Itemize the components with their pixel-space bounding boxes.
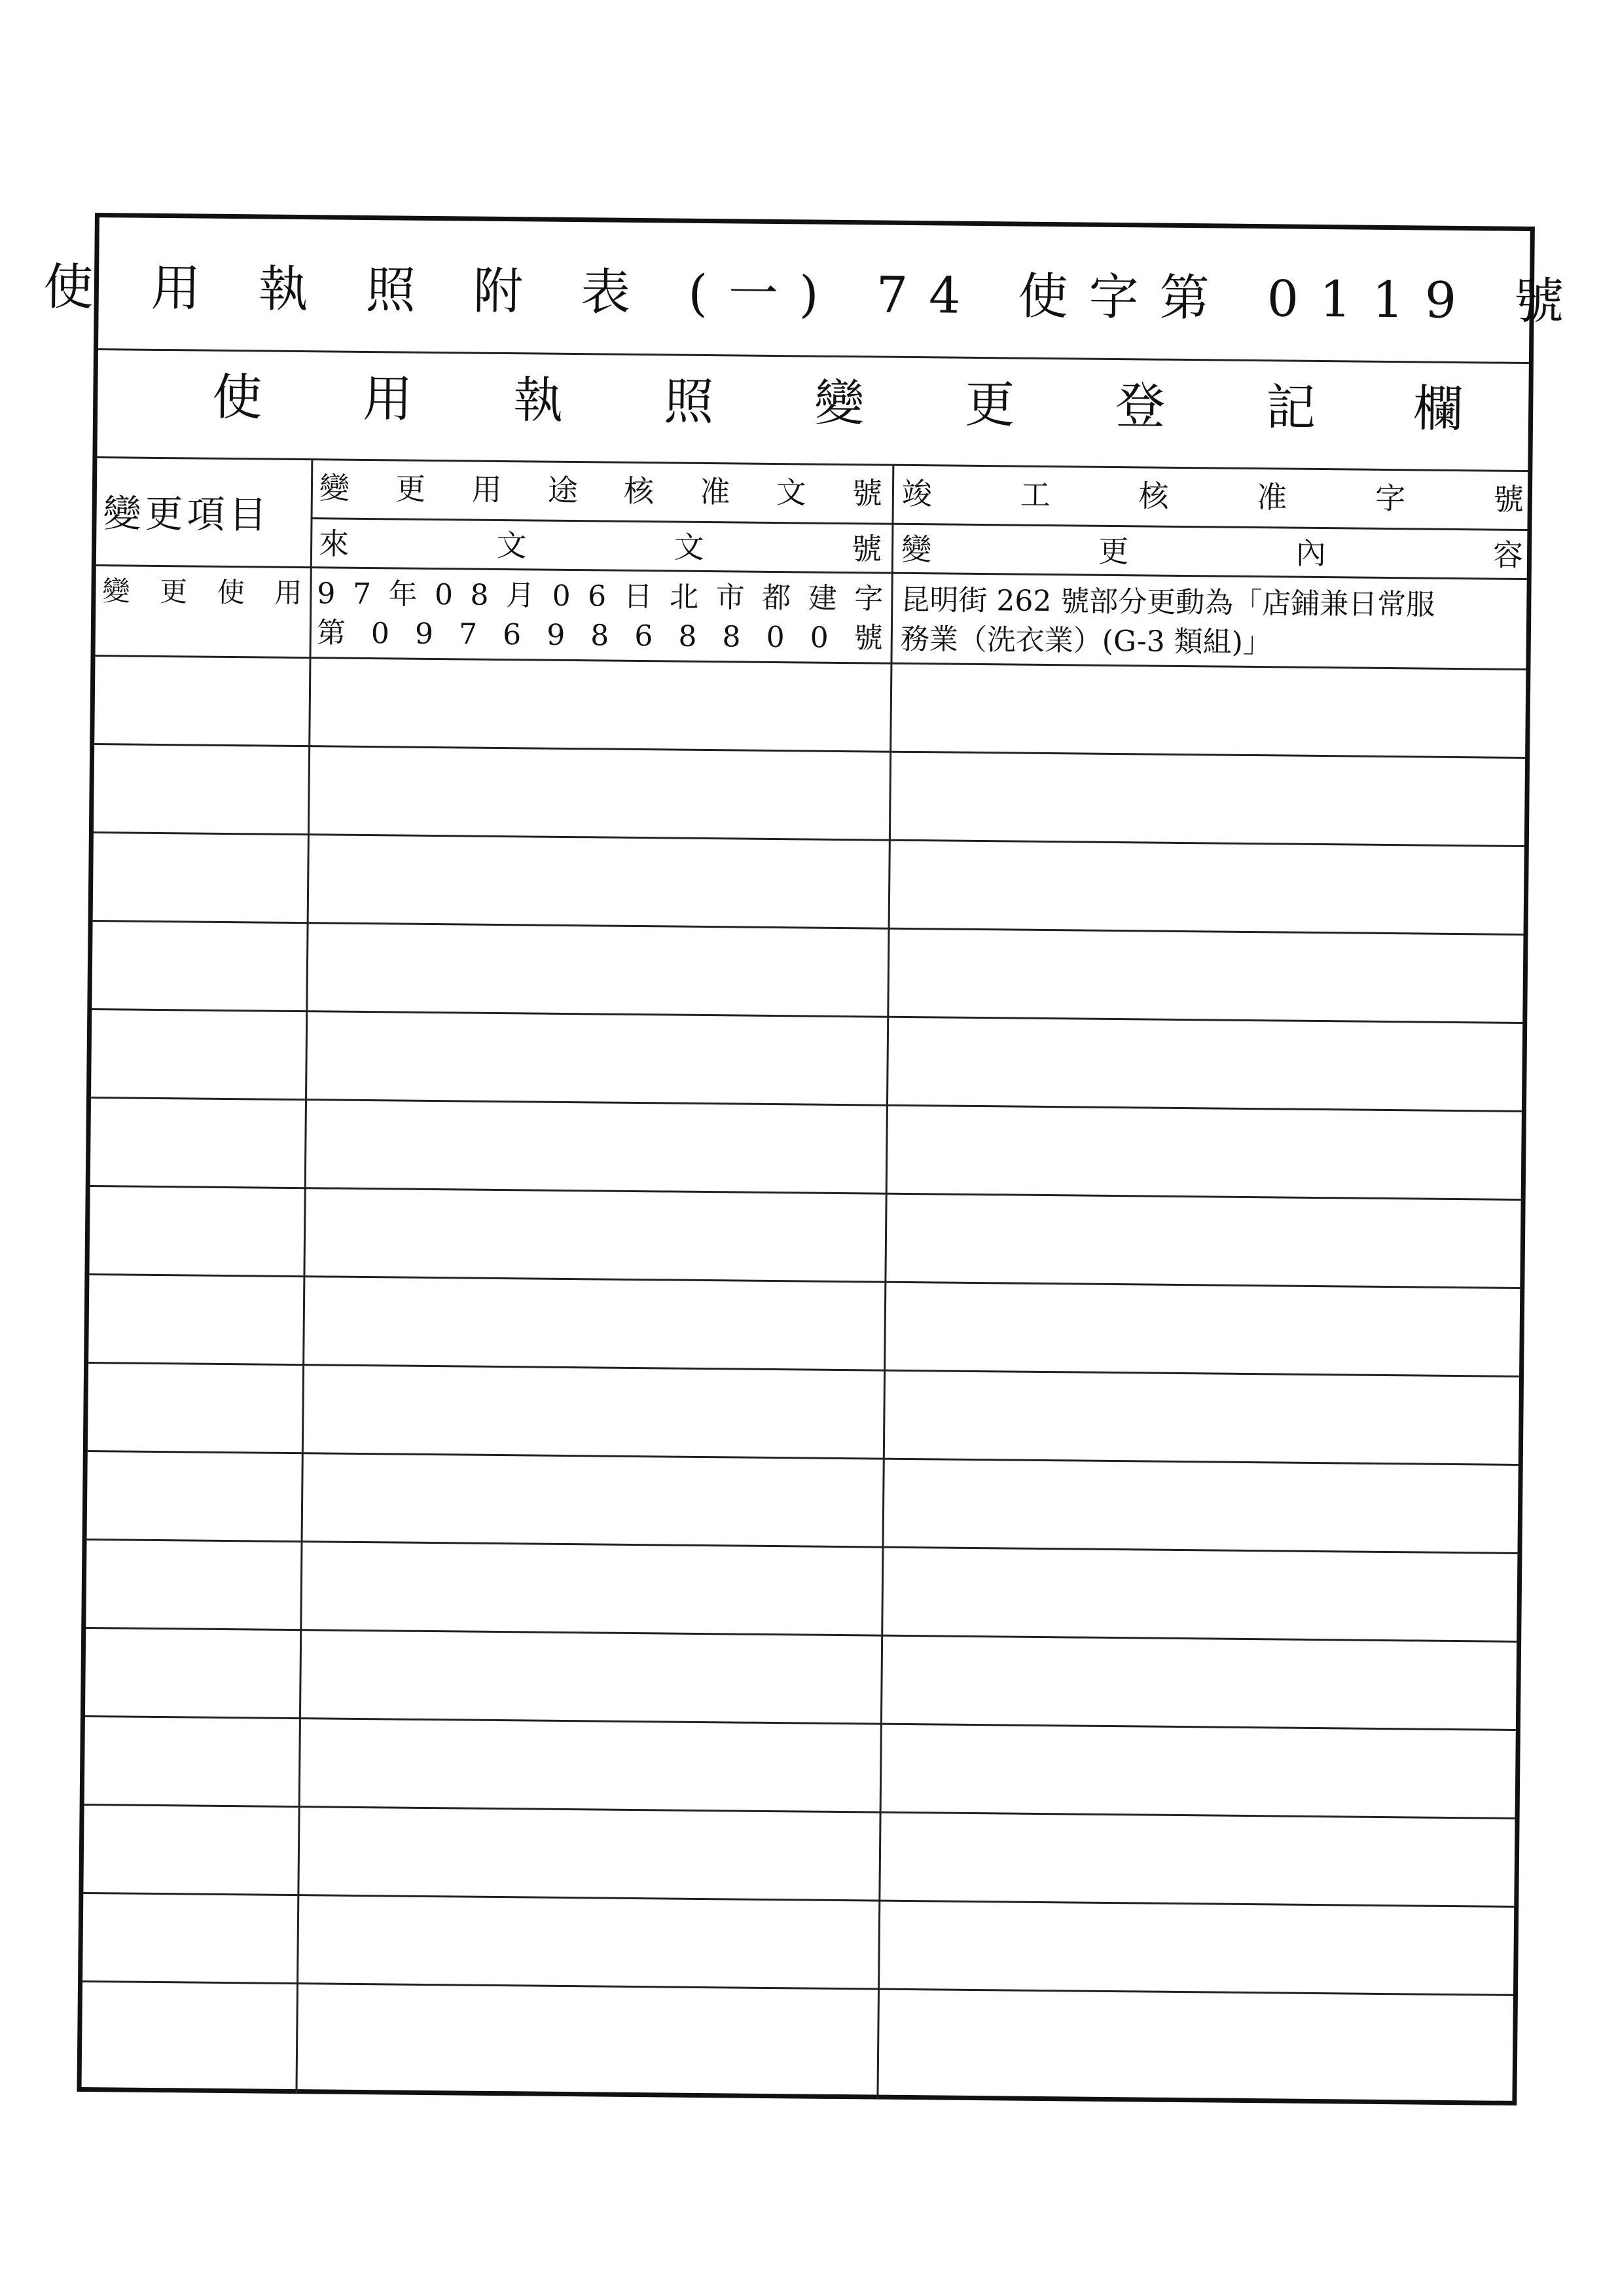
entry-char: 0 xyxy=(766,620,785,655)
entry-char: 0 xyxy=(434,578,454,612)
entry-char: 年 xyxy=(388,577,418,611)
header-char: 來 xyxy=(318,526,350,562)
entry-char: 9 xyxy=(414,617,434,651)
change-use-approval-no-header xyxy=(319,470,883,511)
header-char: 號 xyxy=(852,475,883,511)
entry-char: 8 xyxy=(590,619,609,653)
header-char: 更 xyxy=(1098,533,1129,570)
entry-char: 第 xyxy=(316,616,346,650)
subtitle-char: 使 xyxy=(211,367,262,427)
header-char: 核 xyxy=(623,473,655,509)
subtitle-char: 記 xyxy=(1265,378,1316,437)
form-title: 使 用 執 照 附 表 (一) 74 使字第 0119 號 xyxy=(43,257,1585,331)
header-char: 准 xyxy=(1257,479,1287,515)
header-char: 用 xyxy=(471,471,502,507)
entry-char: 9 xyxy=(317,577,336,611)
entry-char: 7 xyxy=(458,617,478,651)
usage-permit-form xyxy=(43,213,1585,2105)
header-char: 更 xyxy=(395,471,426,507)
subtitle-char: 執 xyxy=(512,371,564,429)
entry-char: 6 xyxy=(634,619,653,653)
entry-char: 更 xyxy=(159,575,188,608)
change-item-header: 變更項目 xyxy=(103,491,271,538)
entry-char: 變 xyxy=(102,575,130,608)
header-char: 字 xyxy=(1375,480,1406,517)
entry-char: 9 xyxy=(546,618,566,652)
entry-char: 6 xyxy=(587,579,607,613)
entry-char: 0 xyxy=(552,579,571,613)
form-title-row xyxy=(43,217,1585,364)
entry-char: 8 xyxy=(722,620,741,654)
header-char: 變 xyxy=(319,470,350,506)
subtitle-char: 用 xyxy=(362,369,413,428)
entry-doc-number-line2 xyxy=(316,616,883,655)
entry-char: 北 xyxy=(669,580,699,614)
entry-char: 建 xyxy=(808,581,838,615)
header-split-line xyxy=(311,517,1528,531)
entry-change-content-line1: 昆明街 262 號部分更動為「店鋪兼日常服 xyxy=(901,583,1435,622)
header-char: 內 xyxy=(1295,535,1327,572)
header-char: 變 xyxy=(901,531,932,568)
subtitle-char: 欄 xyxy=(1412,379,1464,439)
header-char: 文 xyxy=(496,527,527,564)
header-char: 容 xyxy=(1492,537,1524,573)
entry-change-item xyxy=(102,575,302,610)
entry-char: 用 xyxy=(274,576,302,610)
header-char: 文 xyxy=(776,475,806,511)
entry-doc-number-line1 xyxy=(317,577,884,616)
header-char: 准 xyxy=(700,473,730,510)
entry-char: 號 xyxy=(854,621,883,655)
entry-char: 8 xyxy=(470,578,489,612)
header-char: 號 xyxy=(1493,481,1524,517)
register-grid xyxy=(81,456,1528,2105)
entry-char: 使 xyxy=(217,575,245,609)
entry-char: 月 xyxy=(505,579,535,613)
header-char: 核 xyxy=(1138,478,1169,514)
entry-char: 7 xyxy=(352,577,372,611)
entry-change-content-line2: 務業（洗衣業）(G-3 類組)」 xyxy=(900,622,1272,660)
subtitle-char: 更 xyxy=(964,374,1015,434)
entry-char: 0 xyxy=(370,617,390,651)
entry-char: 日 xyxy=(623,579,653,614)
header-char: 竣 xyxy=(901,475,933,512)
entry-char: 8 xyxy=(678,619,697,653)
entry-char: 都 xyxy=(761,581,791,615)
subtitle-char: 變 xyxy=(814,373,865,433)
entry-char: 6 xyxy=(502,618,522,652)
incoming-doc-no-header xyxy=(318,526,882,567)
subtitle-row xyxy=(97,348,1529,472)
change-content-header xyxy=(901,531,1524,573)
header-char: 途 xyxy=(547,472,579,509)
subtitle-char: 登 xyxy=(1115,376,1166,435)
header-char: 號 xyxy=(851,531,882,567)
header-char: 工 xyxy=(1020,477,1051,513)
header-char: 文 xyxy=(674,529,705,565)
entry-char: 字 xyxy=(854,582,884,616)
entry-char: 0 xyxy=(810,621,829,655)
subtitle-char: 照 xyxy=(663,372,714,431)
entry-char: 市 xyxy=(715,581,745,615)
completion-approval-no-header xyxy=(901,475,1524,517)
